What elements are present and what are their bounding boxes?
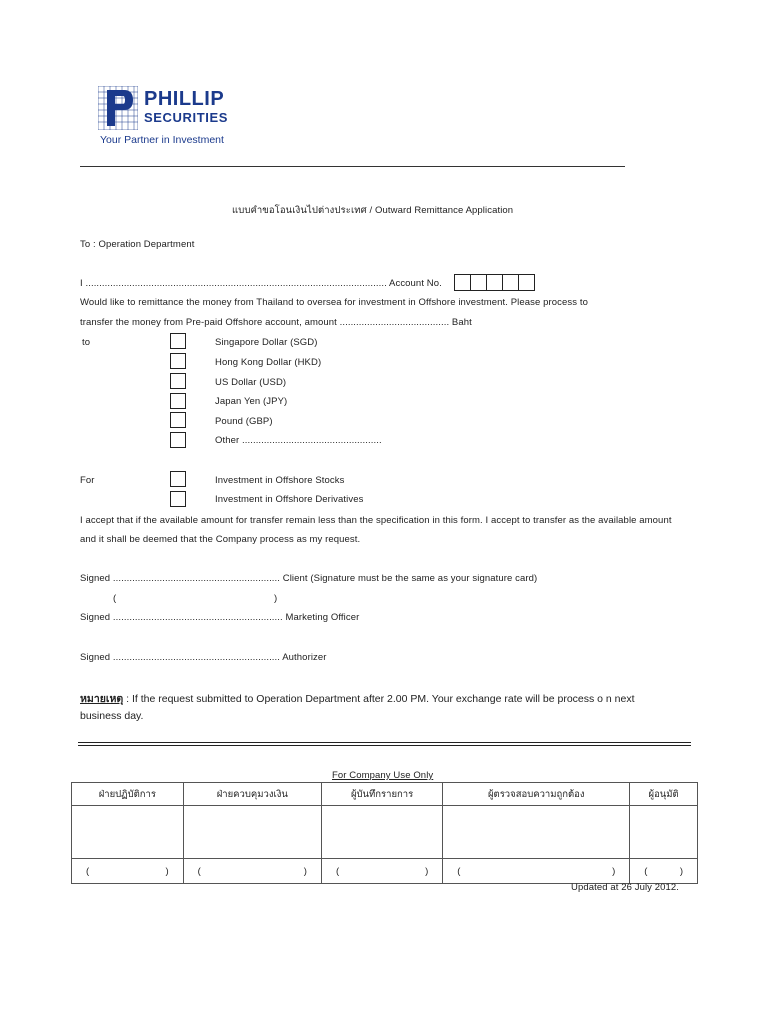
section-divider-bottom	[78, 745, 691, 746]
signature-cell[interactable]	[630, 806, 698, 859]
signature-cell[interactable]	[443, 806, 630, 859]
signature-cell[interactable]	[321, 806, 442, 859]
marketing-signature-line[interactable]: Signed .............................................................. Marketing Officer	[80, 612, 360, 623]
logo-name-line2: SECURITIES	[144, 110, 229, 125]
paren-close: )	[165, 865, 169, 877]
column-verifier: ผู้ตรวจสอบความถูกต้อง	[443, 783, 630, 806]
currency-jpy: Japan Yen (JPY)	[215, 396, 288, 407]
column-operations: ฝ่ายปฏิบัติการ	[72, 783, 184, 806]
paren-open: (	[644, 865, 648, 877]
for-label: For	[80, 475, 95, 486]
checkbox-offshore-derivatives[interactable]	[170, 491, 186, 507]
paren-open: (	[86, 865, 90, 877]
note-line	[80, 690, 635, 707]
to-line: To : Operation Department	[80, 239, 195, 250]
name-cell[interactable]	[72, 859, 184, 884]
paren-open: (	[197, 865, 201, 877]
client-signature-line[interactable]: Signed ............................................................. Client (Signature must be the same as your signature card)	[80, 573, 538, 584]
paren-open: (	[335, 865, 340, 877]
checkbox-usd[interactable]	[170, 373, 186, 389]
name-cell[interactable]	[630, 859, 698, 884]
table-header-row	[72, 783, 698, 806]
paren-close: )	[612, 865, 616, 877]
currency-hkd: Hong Kong Dollar (HKD)	[215, 357, 322, 368]
acceptance-line-1: I accept that if the available amount for transfer remain less than the specification in this form. I accept to transfer as the available amount	[80, 515, 672, 526]
currency-sgd: Singapore Dollar (SGD)	[215, 337, 318, 348]
currency-usd: US Dollar (USD)	[215, 377, 287, 388]
client-name-open-paren: (	[113, 593, 117, 604]
checkbox-offshore-stocks[interactable]	[170, 471, 186, 487]
checkbox-other[interactable]	[170, 432, 186, 448]
applicant-name-line[interactable]: I .............................................................................................................. Account No.	[80, 278, 442, 289]
to-label: to	[82, 337, 91, 348]
signature-row	[72, 806, 698, 859]
account-number-boxes[interactable]	[455, 274, 535, 291]
checkbox-sgd[interactable]	[170, 333, 186, 349]
name-cell[interactable]	[321, 859, 442, 884]
transfer-amount-line[interactable]: transfer the money from Pre-paid Offshore account, amount ........................................ Baht	[80, 317, 472, 328]
company-use-table	[71, 782, 698, 884]
note-text: : If the request submitted to Operation Department after 2.00 PM. Your exchange rate will be process o n next	[123, 693, 635, 705]
currency-other[interactable]: Other ...................................................	[215, 435, 382, 446]
purpose-stocks: Investment in Offshore Stocks	[215, 475, 345, 486]
account-digit-box[interactable]	[454, 274, 471, 291]
authorizer-signature-line[interactable]: Signed ............................................................. Authorizer	[80, 652, 327, 663]
currency-gbp: Pound (GBP)	[215, 416, 273, 427]
checkbox-hkd[interactable]	[170, 353, 186, 369]
column-recorder: ผู้บันทึกรายการ	[321, 783, 442, 806]
paren-close: )	[679, 865, 683, 877]
checkbox-jpy[interactable]	[170, 393, 186, 409]
account-digit-box[interactable]	[486, 274, 503, 291]
paren-close: )	[425, 865, 429, 877]
note-text-continued: business day.	[80, 710, 144, 722]
phillip-logo-icon	[98, 86, 138, 130]
account-digit-box[interactable]	[518, 274, 535, 291]
column-approver: ผู้อนุมัติ	[630, 783, 698, 806]
logo-name-line1: PHILLIP	[144, 88, 225, 110]
paren-open: (	[457, 865, 461, 877]
name-row	[72, 859, 698, 884]
header-divider	[80, 166, 625, 167]
company-use-caption: For Company Use Only	[332, 770, 434, 781]
request-line: Would like to remittance the money from Thailand to oversea for investment in Offshore investment. Please process to	[80, 297, 588, 308]
name-cell[interactable]	[183, 859, 321, 884]
checkbox-gbp[interactable]	[170, 412, 186, 428]
client-name-close-paren: )	[274, 593, 278, 604]
signature-cell[interactable]	[72, 806, 184, 859]
column-credit-control: ฝ่ายควบคุมวงเงิน	[183, 783, 321, 806]
updated-date: Updated at 26 July 2012.	[571, 882, 680, 893]
section-divider-top	[78, 742, 691, 743]
company-logo	[98, 86, 263, 148]
name-cell[interactable]	[443, 859, 630, 884]
signature-cell[interactable]	[183, 806, 321, 859]
acceptance-line-2: and it shall be deemed that the Company process as my request.	[80, 534, 361, 545]
form-title: แบบคำขอโอนเงินไปต่างประเทศ / Outward Remittance Application	[232, 205, 514, 216]
paren-close: )	[303, 865, 307, 877]
logo-tagline: Your Partner in Investment	[100, 134, 224, 146]
account-digit-box[interactable]	[502, 274, 519, 291]
note-label: หมายเหตุ	[80, 693, 124, 705]
purpose-derivatives: Investment in Offshore Derivatives	[215, 494, 364, 505]
account-digit-box[interactable]	[470, 274, 487, 291]
